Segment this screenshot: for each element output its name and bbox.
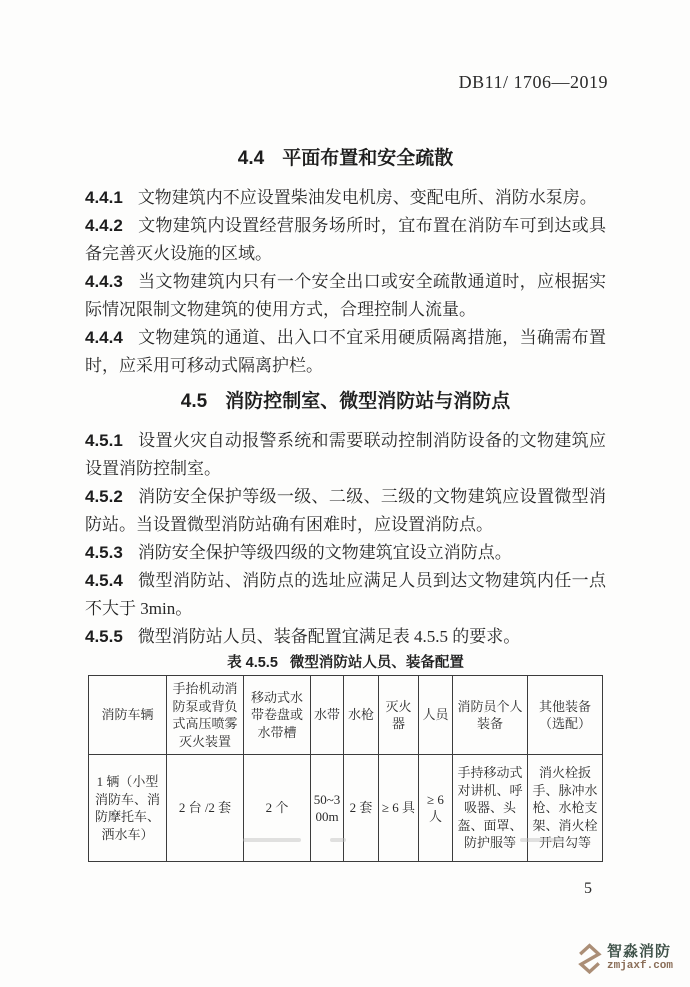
data-cell: 消火栓扳手、脉冲水枪、水枪支架、消火栓开启勾等 — [528, 755, 603, 862]
clause-number: 4.5.2 — [85, 487, 123, 506]
clause-text: 文物建筑内不应设置柴油发电机房、变配电所、消防水泵房。 — [137, 188, 597, 207]
clause-text: 当文物建筑内只有一个安全出口或安全疏散通道时，应根据实际情况限制文物建筑的使用方式，合理控制人流量。 — [85, 272, 606, 319]
header-cell: 消防车辆 — [89, 676, 167, 755]
table-header-row — [89, 676, 603, 755]
data-cell: 2 台 /2 套 — [167, 755, 244, 862]
page-content — [85, 146, 606, 862]
zhimiao-logo-icon — [576, 941, 603, 974]
header-cell: 人员 — [419, 676, 453, 755]
scan-smudge — [520, 838, 564, 842]
data-cell: ≥ 6 具 — [379, 755, 419, 862]
clause-4-5-3 — [85, 539, 606, 567]
page-number: 5 — [584, 880, 592, 897]
logo-text-block — [607, 944, 673, 972]
clause-number: 4.5.4 — [85, 571, 123, 590]
data-cell: 50~300m — [311, 755, 344, 862]
data-cell: 手持移动式对讲机、呼吸器、头盔、面罩、防护服等 — [453, 755, 528, 862]
clause-4-5-2 — [85, 483, 606, 539]
clause-number: 4.4.3 — [85, 272, 123, 291]
table-caption — [85, 654, 606, 673]
clause-text: 文物建筑的通道、出入口不宜采用硬质隔离措施，当确需布置时，应采用可移动式隔离护栏。 — [85, 328, 606, 375]
clause-number: 4.5.3 — [85, 543, 123, 562]
table-caption-number: 表 4.5.5 — [227, 655, 278, 671]
section-title: 消防控制室、微型消防站与消防点 — [225, 391, 511, 412]
section-number: 4.4 — [237, 148, 265, 169]
data-cell: ≥ 6 人 — [419, 755, 453, 862]
equipment-table — [88, 675, 603, 862]
section-title: 平面布置和安全疏散 — [282, 148, 454, 169]
clause-number: 4.4.4 — [85, 328, 123, 347]
standard-code: DB11/ 1706—2019 — [458, 72, 608, 92]
data-cell: 2 套 — [344, 755, 379, 862]
clause-text: 文物建筑内设置经营服务场所时，宜布置在消防车可到达或具备完善灭火设施的区域。 — [85, 216, 606, 263]
table-caption-title: 微型消防站人员、装备配置 — [289, 655, 464, 671]
data-cell: 1 辆（小型消防车、消防摩托车、洒水车） — [89, 755, 167, 862]
clause-4-4-3 — [85, 268, 606, 324]
section-heading-4-4 — [85, 146, 606, 172]
clause-4-5-5 — [85, 623, 606, 651]
header-cell: 其他装备（选配） — [528, 676, 603, 755]
clause-4-4-1 — [85, 184, 606, 212]
clause-4-4-4 — [85, 324, 606, 380]
clause-number: 4.5.1 — [85, 431, 123, 450]
clause-number: 4.4.1 — [85, 188, 123, 207]
clause-text: 消防安全保护等级四级的文物建筑宜设立消防点。 — [137, 543, 512, 562]
header-cell: 消防员个人装备 — [453, 676, 528, 755]
section-number: 4.5 — [180, 391, 208, 412]
header-cell: 移动式水带卷盘或水带槽 — [244, 676, 311, 755]
section-heading-4-5 — [85, 389, 606, 415]
clause-text: 微型消防站人员、装备配置宜满足表 4.5.5 的要求。 — [137, 627, 521, 646]
logo-name: 智淼消防 — [607, 942, 672, 960]
clause-text: 设置火灾自动报警系统和需要联动控制消防设备的文物建筑应设置消防控制室。 — [85, 431, 606, 478]
table-row — [89, 755, 603, 862]
clause-4-4-2 — [85, 212, 606, 268]
logo-site-url: zmjaxf.com — [607, 959, 674, 972]
logo-link[interactable] — [576, 941, 673, 974]
header-cell: 水枪 — [344, 676, 379, 755]
scan-smudge — [330, 838, 346, 842]
header-cell: 灭火器 — [379, 676, 419, 755]
header-cell: 手抬机动消防泵或背负式高压喷雾灭火装置 — [167, 676, 244, 755]
data-cell: 2 个 — [244, 755, 311, 862]
clause-4-5-1 — [85, 427, 606, 483]
header-cell: 水带 — [311, 676, 344, 755]
clause-text: 微型消防站、消防点的选址应满足人员到达文物建筑内任一点不大于 3min。 — [85, 571, 606, 618]
scan-smudge — [243, 838, 301, 842]
clause-text: 消防安全保护等级一级、二级、三级的文物建筑应设置微型消防站。当设置微型消防站确有困难时，应设置消防点。 — [85, 487, 606, 534]
clause-4-5-4 — [85, 567, 606, 623]
clause-number: 4.4.2 — [85, 216, 123, 235]
clause-number: 4.5.5 — [85, 627, 123, 646]
